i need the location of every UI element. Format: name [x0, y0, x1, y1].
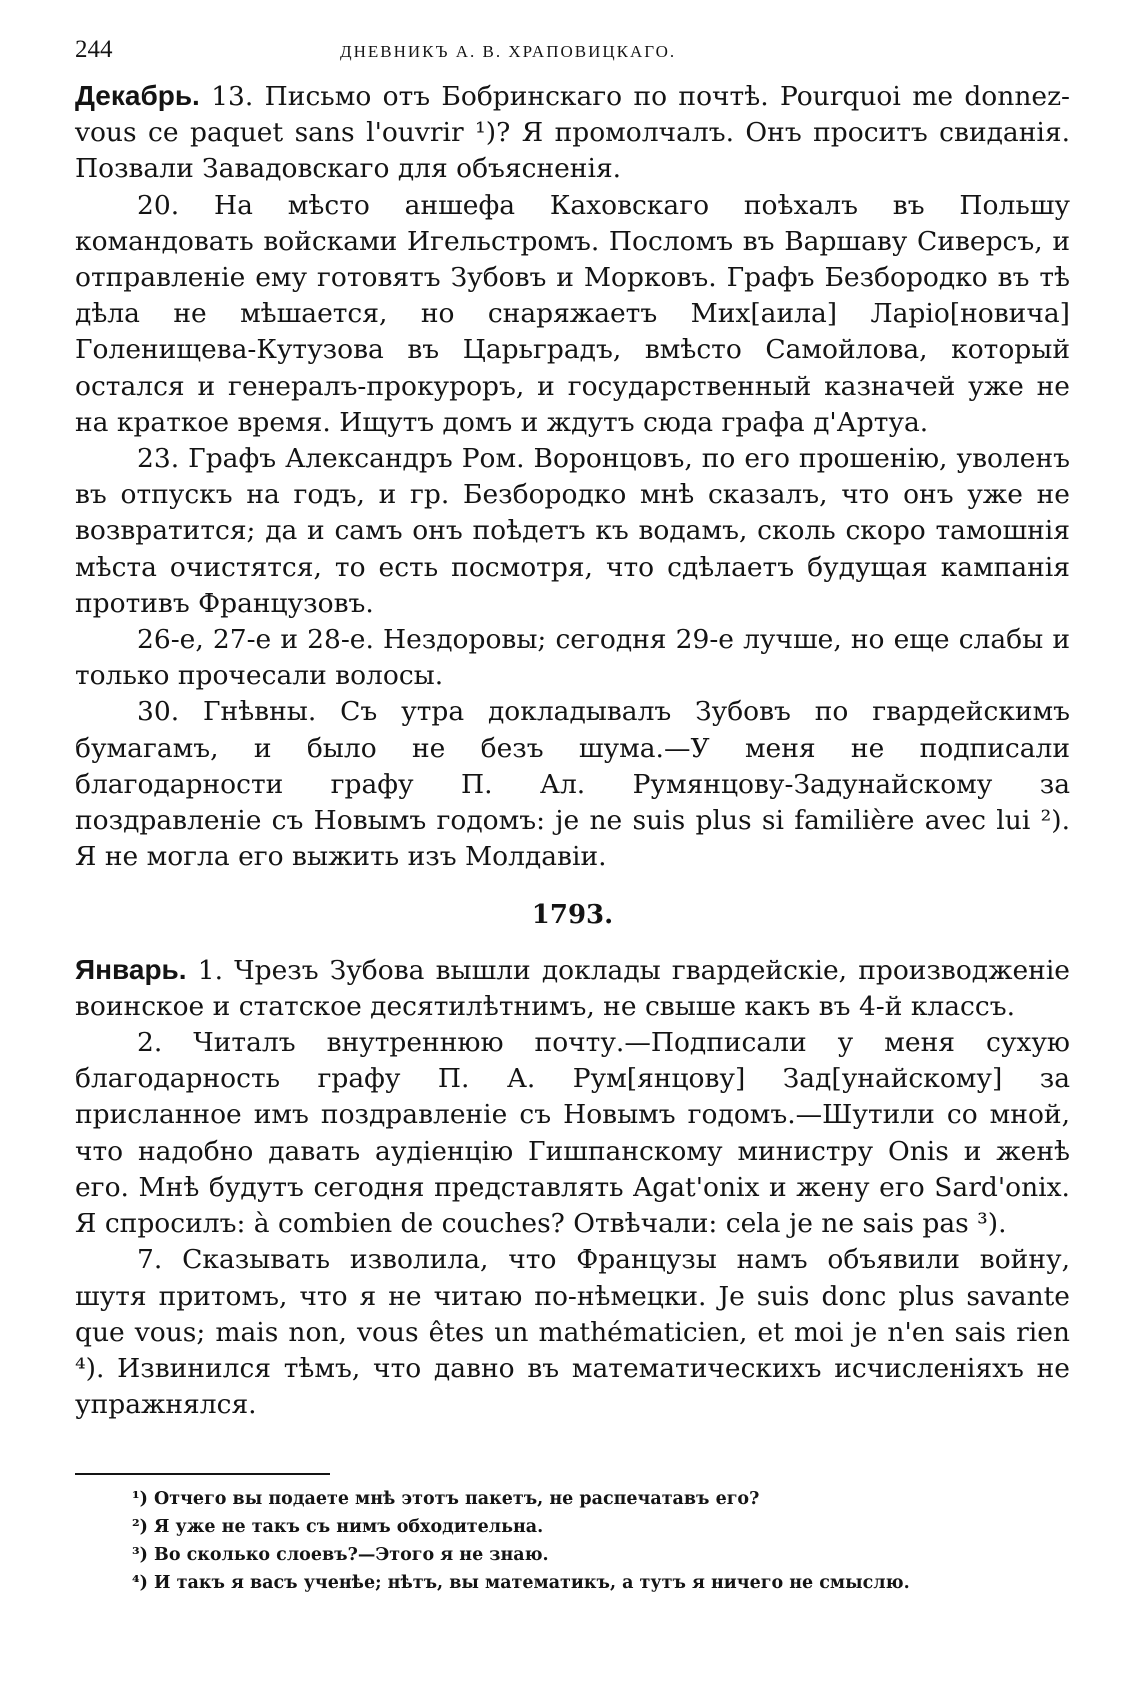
entry-text: 7. Сказывать изволила, что Французы намъ объявили войну, шутя притомъ, что я не читаю по-нѣмецки. Je suis donc plus savante que vous; mais non, vous êtes un mathématicien, et moi je n'en sais rien ⁴). Извинился тѣмъ, что давно въ математическихъ исчисленіяхъ не упражнялся. [75, 1244, 1070, 1421]
entry-text: 1. Чрезъ Зубова вышли доклады гвардейскіе, производженіе воинское и статское десятилѣтнимъ, не свыше какъ въ 4-й классъ. [75, 954, 1070, 1022]
footnote-3: ³) Во сколько слоевъ?—Этого я не знаю. [132, 1545, 549, 1566]
diary-entry [75, 694, 1070, 875]
footnotes [75, 1485, 1070, 1597]
entry-text: 26-е, 27-е и 28-е. Нездоровы; сегодня 29-е лучше, но еще слабы и только прочесали волосы. [75, 624, 1070, 692]
diary-entry [75, 1025, 1070, 1242]
month-heading: Декабрь. [75, 80, 200, 111]
entry-text: 23. Графъ Александръ Ром. Воронцовъ, по его прошенію, уволенъ въ отпускъ на годъ, и гр. Безбородко мнѣ сказалъ, что онъ уже не возвратится; да и самъ онъ поѣдетъ къ водамъ, сколь скоро тамошнія мѣста очистятся, то есть посмотря, что сдѣлаетъ будущая кампанія противъ Французовъ. [75, 443, 1070, 619]
diary-entry [75, 188, 1070, 441]
diary-entry [75, 952, 1070, 1025]
entry-text: 30. Гнѣвны. Съ утра докладывалъ Зубовъ по гвардейскимъ бумагамъ, и было не безъ шума.—У меня не подписали благодарности графу П. Ал. Румянцову-Задунайскому за поздравленіе съ Новымъ годомъ: je ne suis plus si familière avec lui ²). Я не могла его выжить изъ Молдавіи. [75, 696, 1070, 873]
page-number: 244 [75, 36, 113, 63]
footnote-2: ²) Я уже не такъ съ нимъ обходительна. [132, 1517, 544, 1538]
page-header [75, 30, 1070, 78]
diary-entry [75, 78, 1070, 188]
footnote-1: ¹) Отчего вы подаете мнѣ этотъ пакетъ, не распечатавъ его? [132, 1489, 760, 1510]
footnote-4: ⁴) И такъ я васъ ученѣе; нѣтъ, вы математикъ, а тутъ я ничего не смыслю. [132, 1573, 910, 1594]
year-heading: 1793. [531, 900, 614, 931]
entry-text: 13. Письмо отъ Бобринскаго по почтѣ. Pourquoi me donnez-vous ce paquet sans l'ouvrir ¹)? Я промолчалъ. Онъ проситъ свиданія. Позвали Завадовскаго для объясненія. [75, 81, 1070, 185]
footnote-divider [75, 1473, 330, 1475]
entry-text: 2. Читалъ внутреннюю почту.—Подписали у меня сухую благодарность графу П. А. Рум[янцову] Зад[унайскому] за присланное имъ поздравленіе съ Новымъ годомъ.—Шутили со мной, что надобно давать аудіенцію Гишпанскому министру Onis и женѣ его. Мнѣ будутъ сегодня представлять Agat'onix и жену его Sard'onix. Я спросилъ: à combien de couches? Отвѣчали: cela je ne sais pas ³). [75, 1027, 1070, 1240]
diary-entry [75, 622, 1070, 694]
entry-text: 20. На мѣсто аншефа Каховскаго поѣхалъ въ Польшу командовать войсками Игельстромъ. Посломъ въ Варшаву Сиверсъ, и отправленіе ему готовятъ Зубовъ и Морковъ. Графъ Безбородко въ тѣ дѣла не мѣшается, но снаряжаетъ Мих[аила] Ларіо[новича] Голенищева-Кутузова въ Царьградъ, вмѣсто Самойлова, который остался и генералъ-прокуроръ, и государственный казначей уже не на краткое время. Ищутъ домъ и ждутъ сюда графа д'Артуа. [75, 189, 1070, 438]
diary-entry [75, 441, 1070, 622]
diary-entry [75, 1242, 1070, 1423]
running-title: ДНЕВНИКЪ А. В. ХРАПОВИЦКАГО. [340, 42, 677, 61]
month-heading: Январь. [75, 953, 187, 985]
diary-body [75, 78, 1070, 1423]
